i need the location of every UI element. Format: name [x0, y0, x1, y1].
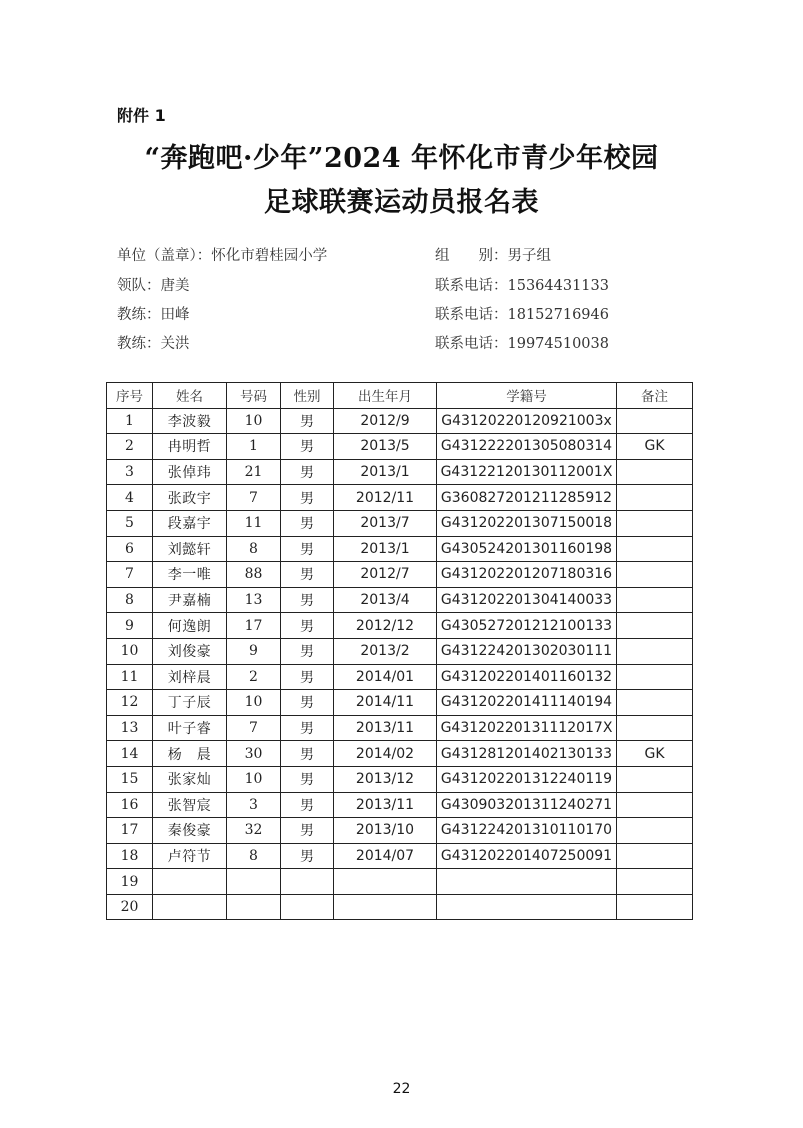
cell-gender: 男: [281, 613, 334, 639]
table-row: [107, 485, 693, 511]
page-title: “奔跑吧·少年”2024 年怀化市青少年校园: [144, 143, 659, 174]
cell-gender: 男: [281, 766, 334, 792]
cell-note: [617, 818, 693, 844]
table-row: [107, 510, 693, 536]
cell-number: 32: [227, 818, 281, 844]
cell-no: 4: [107, 485, 153, 511]
cell-no: 19: [107, 869, 153, 895]
col-header-note: 备注: [617, 383, 693, 409]
cell-gender: [281, 894, 334, 920]
cell-name: [153, 869, 227, 895]
cell-student-id: G431281201402130133: [437, 741, 617, 767]
info-row-coach-1: [117, 303, 717, 325]
cell-student-id: G430524201301160198: [437, 536, 617, 562]
leader-phone: 联系电话：15364431133: [435, 278, 609, 294]
cell-student-id: G431222201305080314: [437, 434, 617, 460]
table-row: [107, 741, 693, 767]
table-row: [107, 562, 693, 588]
cell-note: GK: [617, 741, 693, 767]
cell-birth: 2014/11: [334, 690, 437, 716]
attachment-label: 附件 1: [117, 106, 166, 125]
info-row-coach-2: [117, 332, 717, 354]
cell-no: 14: [107, 741, 153, 767]
cell-number: 88: [227, 562, 281, 588]
cell-note: [617, 766, 693, 792]
cell-name: 张倬玮: [153, 459, 227, 485]
leader-label: 领队：唐美: [117, 278, 190, 294]
cell-gender: 男: [281, 485, 334, 511]
cell-student-id: G431202201304140033: [437, 587, 617, 613]
cell-note: [617, 664, 693, 690]
cell-no: 13: [107, 715, 153, 741]
table-row: [107, 715, 693, 741]
cell-number: 30: [227, 741, 281, 767]
cell-birth: 2012/11: [334, 485, 437, 511]
cell-name: 杨 晨: [153, 741, 227, 767]
cell-gender: 男: [281, 408, 334, 434]
cell-name: 卢符节: [153, 843, 227, 869]
page-number: 22: [392, 1081, 411, 1097]
coach-1-phone: 联系电话：18152716946: [435, 307, 609, 323]
cell-birth: 2013/4: [334, 587, 437, 613]
cell-birth: 2013/1: [334, 459, 437, 485]
info-row-leader: [117, 274, 717, 296]
table-row: [107, 869, 693, 895]
table-row: [107, 536, 693, 562]
col-header-number: 号码: [227, 383, 281, 409]
cell-name: 叶子睿: [153, 715, 227, 741]
cell-no: 7: [107, 562, 153, 588]
cell-no: 2: [107, 434, 153, 460]
cell-student-id: G43120220131112017X: [437, 715, 617, 741]
cell-birth: [334, 869, 437, 895]
table-row: [107, 843, 693, 869]
cell-note: [617, 638, 693, 664]
cell-birth: 2012/9: [334, 408, 437, 434]
group-label: 组 别：男子组: [435, 248, 551, 264]
cell-no: 12: [107, 690, 153, 716]
cell-name: 李波毅: [153, 408, 227, 434]
roster-table: [106, 382, 693, 920]
cell-no: 3: [107, 459, 153, 485]
cell-student-id: G430903201311240271: [437, 792, 617, 818]
cell-student-id: G43122120130112001X: [437, 459, 617, 485]
cell-gender: 男: [281, 792, 334, 818]
roster-body: [107, 408, 693, 920]
cell-number: 10: [227, 766, 281, 792]
cell-note: [617, 869, 693, 895]
cell-number: 7: [227, 715, 281, 741]
cell-birth: 2013/5: [334, 434, 437, 460]
cell-number: 9: [227, 638, 281, 664]
cell-note: [617, 536, 693, 562]
cell-no: 15: [107, 766, 153, 792]
cell-gender: 男: [281, 510, 334, 536]
cell-student-id: G431202201207180316: [437, 562, 617, 588]
cell-name: 丁子辰: [153, 690, 227, 716]
cell-gender: 男: [281, 715, 334, 741]
cell-gender: 男: [281, 434, 334, 460]
cell-student-id: G43120220120921003x: [437, 408, 617, 434]
coach-2-label: 教练：关洪: [117, 336, 190, 352]
cell-note: [617, 459, 693, 485]
cell-number: [227, 869, 281, 895]
cell-note: [617, 690, 693, 716]
cell-student-id: G431202201312240119: [437, 766, 617, 792]
cell-birth: 2014/07: [334, 843, 437, 869]
cell-name: 秦俊豪: [153, 818, 227, 844]
cell-name: 冉明哲: [153, 434, 227, 460]
cell-no: 11: [107, 664, 153, 690]
cell-gender: 男: [281, 664, 334, 690]
cell-student-id: G360827201211285912: [437, 485, 617, 511]
cell-number: 2: [227, 664, 281, 690]
cell-note: [617, 510, 693, 536]
cell-gender: 男: [281, 459, 334, 485]
cell-number: 1: [227, 434, 281, 460]
cell-gender: 男: [281, 562, 334, 588]
cell-name: 何逸朗: [153, 613, 227, 639]
cell-no: 18: [107, 843, 153, 869]
cell-student-id: G431224201302030111: [437, 638, 617, 664]
col-header-no: 序号: [107, 383, 153, 409]
cell-birth: [334, 894, 437, 920]
cell-name: 刘懿轩: [153, 536, 227, 562]
cell-birth: 2014/02: [334, 741, 437, 767]
cell-birth: 2013/12: [334, 766, 437, 792]
cell-name: [153, 894, 227, 920]
cell-gender: 男: [281, 690, 334, 716]
cell-no: 8: [107, 587, 153, 613]
cell-student-id: G431202201307150018: [437, 510, 617, 536]
cell-name: 张政宇: [153, 485, 227, 511]
cell-number: 13: [227, 587, 281, 613]
cell-birth: 2013/1: [334, 536, 437, 562]
cell-gender: 男: [281, 843, 334, 869]
cell-birth: 2014/01: [334, 664, 437, 690]
table-row: [107, 587, 693, 613]
cell-note: [617, 408, 693, 434]
cell-no: 5: [107, 510, 153, 536]
cell-birth: 2013/11: [334, 792, 437, 818]
cell-no: 17: [107, 818, 153, 844]
cell-note: GK: [617, 434, 693, 460]
col-header-birth: 出生年月: [334, 383, 437, 409]
cell-gender: 男: [281, 536, 334, 562]
cell-gender: [281, 869, 334, 895]
cell-name: 段嘉宇: [153, 510, 227, 536]
cell-no: 1: [107, 408, 153, 434]
cell-name: 李一唯: [153, 562, 227, 588]
cell-student-id: G431202201411140194: [437, 690, 617, 716]
cell-student-id: G431202201407250091: [437, 843, 617, 869]
table-row: [107, 818, 693, 844]
cell-student-id: [437, 869, 617, 895]
cell-gender: 男: [281, 638, 334, 664]
cell-gender: 男: [281, 818, 334, 844]
cell-note: [617, 562, 693, 588]
cell-number: [227, 894, 281, 920]
col-header-student-id: 学籍号: [437, 383, 617, 409]
col-header-gender: 性别: [281, 383, 334, 409]
table-row: [107, 613, 693, 639]
cell-birth: 2012/12: [334, 613, 437, 639]
cell-no: 9: [107, 613, 153, 639]
cell-no: 16: [107, 792, 153, 818]
cell-number: 21: [227, 459, 281, 485]
cell-name: 张智宸: [153, 792, 227, 818]
cell-number: 3: [227, 792, 281, 818]
cell-number: 7: [227, 485, 281, 511]
cell-note: [617, 792, 693, 818]
coach-2-phone: 联系电话：19974510038: [435, 336, 609, 352]
cell-note: [617, 894, 693, 920]
cell-birth: 2013/11: [334, 715, 437, 741]
cell-number: 10: [227, 408, 281, 434]
table-row: [107, 408, 693, 434]
cell-birth: 2013/2: [334, 638, 437, 664]
page-subtitle: 足球联赛运动员报名表: [264, 187, 539, 218]
cell-student-id: G430527201212100133: [437, 613, 617, 639]
cell-number: 17: [227, 613, 281, 639]
cell-student-id: G431224201310110170: [437, 818, 617, 844]
cell-student-id: G431202201401160132: [437, 664, 617, 690]
cell-no: 20: [107, 894, 153, 920]
cell-number: 8: [227, 536, 281, 562]
cell-note: [617, 485, 693, 511]
cell-gender: 男: [281, 587, 334, 613]
cell-birth: 2013/10: [334, 818, 437, 844]
cell-note: [617, 715, 693, 741]
coach-1-label: 教练：田峰: [117, 307, 190, 323]
cell-number: 8: [227, 843, 281, 869]
table-row: [107, 459, 693, 485]
cell-gender: 男: [281, 741, 334, 767]
cell-birth: 2012/7: [334, 562, 437, 588]
table-row: [107, 894, 693, 920]
cell-note: [617, 613, 693, 639]
cell-no: 6: [107, 536, 153, 562]
cell-name: 张家灿: [153, 766, 227, 792]
table-row: [107, 638, 693, 664]
cell-note: [617, 587, 693, 613]
cell-student-id: [437, 894, 617, 920]
cell-name: 尹嘉楠: [153, 587, 227, 613]
table-row: [107, 766, 693, 792]
unit-label: 单位（盖章）：怀化市碧桂园小学: [117, 248, 328, 264]
cell-note: [617, 843, 693, 869]
info-row-unit: [117, 244, 717, 266]
cell-number: 11: [227, 510, 281, 536]
cell-number: 10: [227, 690, 281, 716]
cell-no: 10: [107, 638, 153, 664]
col-header-name: 姓名: [153, 383, 227, 409]
cell-name: 刘俊豪: [153, 638, 227, 664]
table-row: [107, 434, 693, 460]
table-row: [107, 792, 693, 818]
table-row: [107, 664, 693, 690]
cell-birth: 2013/7: [334, 510, 437, 536]
table-header-row: [107, 383, 693, 409]
cell-name: 刘梓晨: [153, 664, 227, 690]
table-row: [107, 690, 693, 716]
